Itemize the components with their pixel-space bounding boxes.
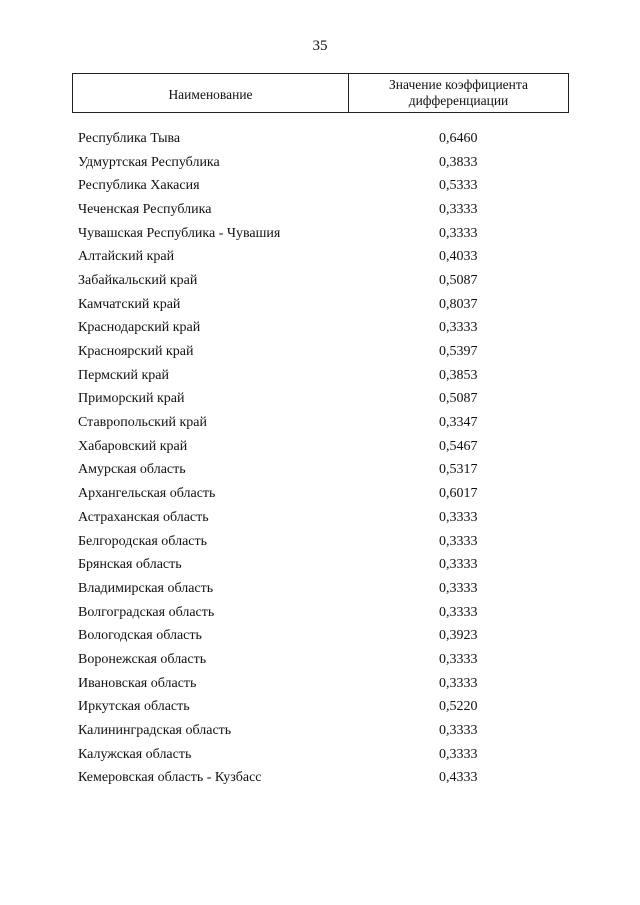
table-row [78, 696, 558, 720]
column-header-value [349, 74, 568, 112]
region-name: Республика Тыва [78, 130, 181, 146]
region-name: Кемеровская область - Кузбасс [78, 770, 262, 786]
coefficient-value: 0,4333 [439, 770, 478, 786]
coefficient-value: 0,5333 [439, 178, 478, 194]
table-row [78, 127, 558, 151]
table-row [78, 198, 558, 222]
table-row [78, 364, 558, 388]
coefficient-value: 0,3333 [439, 746, 478, 762]
table-row [78, 743, 558, 767]
coefficient-value: 0,3347 [439, 415, 478, 431]
coefficient-value: 0,3333 [439, 201, 478, 217]
region-name: Владимирская область [78, 580, 214, 596]
region-name: Волгоградская область [78, 604, 215, 620]
table-row [78, 411, 558, 435]
coefficient-value: 0,6017 [439, 486, 478, 502]
coefficient-value: 0,3333 [439, 557, 478, 573]
table-row [78, 269, 558, 293]
table-row [78, 553, 558, 577]
coefficient-value: 0,5317 [439, 462, 478, 478]
region-name: Чеченская Республика [78, 201, 212, 217]
table-row [78, 317, 558, 341]
region-name: Республика Хакасия [78, 178, 200, 194]
table-header [72, 73, 569, 113]
region-name: Воронежская область [78, 651, 207, 667]
region-name: Белгородская область [78, 533, 208, 549]
table-row [78, 435, 558, 459]
table-row [78, 719, 558, 743]
table-row [78, 624, 558, 648]
region-name: Забайкальский край [78, 272, 198, 288]
table-row [78, 245, 558, 269]
column-header-value-line1: Значение коэффициента [389, 77, 528, 92]
coefficient-value: 0,3923 [439, 628, 478, 644]
region-name: Красноярский край [78, 344, 194, 360]
coefficient-value: 0,8037 [439, 296, 478, 312]
coefficient-value: 0,5087 [439, 272, 478, 288]
column-header-value-line2: дифференциации [408, 93, 509, 108]
coefficient-value: 0,6460 [439, 130, 478, 146]
region-name: Вологодская область [78, 628, 202, 644]
table-row [78, 340, 558, 364]
coefficient-value: 0,3333 [439, 675, 478, 691]
region-name: Удмуртская Республика [78, 154, 220, 170]
table-row [78, 293, 558, 317]
coefficient-value: 0,3853 [439, 367, 478, 383]
table-row [78, 506, 558, 530]
region-name: Краснодарский край [78, 320, 201, 336]
region-name: Пермский край [78, 367, 169, 383]
table-row [78, 767, 558, 791]
region-name: Алтайский край [78, 249, 175, 265]
region-name: Чувашская Республика - Чувашия [78, 225, 281, 241]
coefficient-value: 0,3333 [439, 509, 478, 525]
coefficient-value: 0,3833 [439, 154, 478, 170]
coefficient-value: 0,3333 [439, 320, 478, 336]
region-name: Калининградская область [78, 723, 232, 739]
table-row [78, 388, 558, 412]
page-number: 35 [312, 38, 328, 54]
region-name: Иркутская область [78, 699, 190, 715]
table-body [78, 127, 558, 790]
table-row [78, 648, 558, 672]
table-row [78, 530, 558, 554]
region-name: Астраханская область [78, 509, 209, 525]
coefficient-value: 0,3333 [439, 533, 478, 549]
region-name: Ивановская область [78, 675, 197, 691]
table-row [78, 151, 558, 175]
table-row [78, 459, 558, 483]
region-name: Камчатский край [78, 296, 181, 312]
table-row [78, 222, 558, 246]
table-row [78, 482, 558, 506]
region-name: Приморский край [78, 391, 185, 407]
column-header-name: Наименование [73, 74, 349, 112]
coefficient-value: 0,3333 [439, 604, 478, 620]
region-name: Архангельская область [78, 486, 216, 502]
region-name: Калужская область [78, 746, 192, 762]
coefficient-value: 0,3333 [439, 225, 478, 241]
table-row [78, 672, 558, 696]
coefficient-value: 0,3333 [439, 723, 478, 739]
coefficient-value: 0,5467 [439, 438, 478, 454]
coefficient-value: 0,3333 [439, 651, 478, 667]
coefficient-value: 0,5087 [439, 391, 478, 407]
region-name: Брянская область [78, 557, 182, 573]
table-row [78, 174, 558, 198]
table-row [78, 601, 558, 625]
region-name: Ставропольский край [78, 415, 207, 431]
coefficient-value: 0,4033 [439, 249, 478, 265]
coefficient-value: 0,3333 [439, 580, 478, 596]
region-name: Амурская область [78, 462, 186, 478]
region-name: Хабаровский край [78, 438, 188, 454]
table-row [78, 577, 558, 601]
coefficient-value: 0,5220 [439, 699, 478, 715]
coefficient-value: 0,5397 [439, 344, 478, 360]
